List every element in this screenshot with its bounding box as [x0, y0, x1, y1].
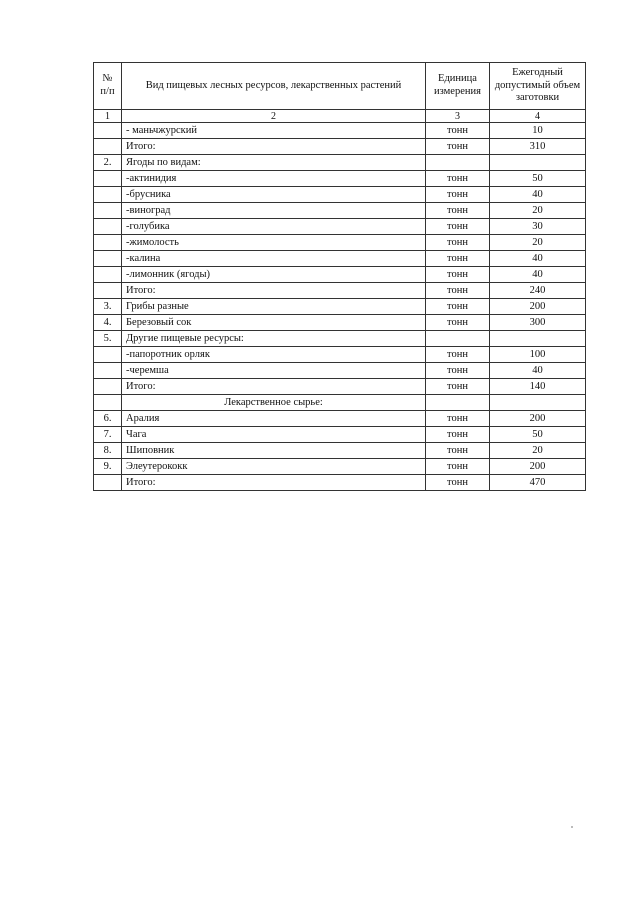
table-row [94, 235, 586, 251]
row-number [94, 267, 122, 283]
table-row [94, 251, 586, 267]
column-number: 1 [94, 110, 122, 123]
row-name: Другие пищевые ресурсы: [122, 331, 426, 347]
row-name: -папоротник орляк [122, 347, 426, 363]
row-value: 50 [490, 171, 586, 187]
row-number [94, 283, 122, 299]
row-unit: тонн [426, 235, 490, 251]
table-row [94, 219, 586, 235]
header-annual-volume: Ежегодный допустимый объем заготовки [490, 63, 586, 110]
row-value: 40 [490, 251, 586, 267]
row-unit: тонн [426, 171, 490, 187]
table-row [94, 459, 586, 475]
header-number: № п/п [94, 63, 122, 110]
row-number: 8. [94, 443, 122, 459]
row-name: Итого: [122, 379, 426, 395]
row-value: 40 [490, 363, 586, 379]
row-unit: тонн [426, 443, 490, 459]
row-name: -голубика [122, 219, 426, 235]
row-number: 3. [94, 299, 122, 315]
row-name: Шиповник [122, 443, 426, 459]
table-row [94, 475, 586, 491]
row-name: Березовый сок [122, 315, 426, 331]
row-value: 200 [490, 459, 586, 475]
row-unit: тонн [426, 219, 490, 235]
row-number: 2. [94, 155, 122, 171]
row-value: 300 [490, 315, 586, 331]
row-name: Чага [122, 427, 426, 443]
table-row [94, 299, 586, 315]
table-row [94, 411, 586, 427]
row-number: 7. [94, 427, 122, 443]
row-name: -актинидия [122, 171, 426, 187]
table-row [94, 187, 586, 203]
column-number-row [94, 110, 586, 123]
row-unit: тонн [426, 379, 490, 395]
row-name: -калина [122, 251, 426, 267]
row-unit [426, 395, 490, 411]
row-number [94, 187, 122, 203]
row-unit: тонн [426, 299, 490, 315]
row-unit: тонн [426, 203, 490, 219]
header-unit: Единица измерения [426, 63, 490, 110]
table-row [94, 171, 586, 187]
row-value: 140 [490, 379, 586, 395]
row-value: 10 [490, 123, 586, 139]
row-unit [426, 331, 490, 347]
row-value: 40 [490, 267, 586, 283]
table-row [94, 315, 586, 331]
row-name: Итого: [122, 283, 426, 299]
row-unit [426, 155, 490, 171]
table-row [94, 123, 586, 139]
row-value: 200 [490, 299, 586, 315]
row-number [94, 363, 122, 379]
row-value: 100 [490, 347, 586, 363]
row-number [94, 203, 122, 219]
table-row [94, 139, 586, 155]
row-number: 5. [94, 331, 122, 347]
table-row [94, 155, 586, 171]
table-row [94, 379, 586, 395]
row-unit: тонн [426, 363, 490, 379]
row-unit: тонн [426, 315, 490, 331]
row-value: 20 [490, 235, 586, 251]
row-value: 40 [490, 187, 586, 203]
row-name: -жимолость [122, 235, 426, 251]
row-name: Грибы разные [122, 299, 426, 315]
row-value: 30 [490, 219, 586, 235]
row-name: -черемша [122, 363, 426, 379]
row-number [94, 475, 122, 491]
row-value: 20 [490, 203, 586, 219]
table-body [94, 123, 586, 491]
row-unit: тонн [426, 459, 490, 475]
row-value [490, 395, 586, 411]
row-unit: тонн [426, 475, 490, 491]
row-value: 240 [490, 283, 586, 299]
header-resource-type: Вид пищевых лесных ресурсов, лекарственных растений [122, 63, 426, 110]
row-number: 6. [94, 411, 122, 427]
row-number [94, 171, 122, 187]
table-row [94, 267, 586, 283]
table-row [94, 443, 586, 459]
row-number: 4. [94, 315, 122, 331]
row-unit: тонн [426, 139, 490, 155]
row-number [94, 395, 122, 411]
row-unit: тонн [426, 123, 490, 139]
row-unit: тонн [426, 347, 490, 363]
row-value [490, 155, 586, 171]
row-value [490, 331, 586, 347]
row-unit: тонн [426, 251, 490, 267]
row-number [94, 139, 122, 155]
row-name: Элеутерококк [122, 459, 426, 475]
row-name: Аралия [122, 411, 426, 427]
table-header-row [94, 63, 586, 110]
column-number: 3 [426, 110, 490, 123]
row-unit: тонн [426, 267, 490, 283]
row-unit: тонн [426, 283, 490, 299]
row-unit: тонн [426, 411, 490, 427]
row-name: -лимонник (ягоды) [122, 267, 426, 283]
scan-speck [571, 826, 573, 828]
row-number: 9. [94, 459, 122, 475]
row-value: 200 [490, 411, 586, 427]
row-number [94, 347, 122, 363]
table-row [94, 363, 586, 379]
row-number [94, 123, 122, 139]
table-row [94, 331, 586, 347]
row-number [94, 251, 122, 267]
row-name: -брусника [122, 187, 426, 203]
row-name: -виноград [122, 203, 426, 219]
row-value: 310 [490, 139, 586, 155]
row-value: 50 [490, 427, 586, 443]
row-number [94, 379, 122, 395]
column-number: 4 [490, 110, 586, 123]
row-number [94, 235, 122, 251]
table-row [94, 427, 586, 443]
row-unit: тонн [426, 427, 490, 443]
row-name: Ягоды по видам: [122, 155, 426, 171]
row-name: - маньчжурский [122, 123, 426, 139]
row-value: 20 [490, 443, 586, 459]
row-unit: тонн [426, 187, 490, 203]
row-value: 470 [490, 475, 586, 491]
section-title: Лекарственное сырье: [122, 395, 426, 411]
table-row [94, 347, 586, 363]
row-number [94, 219, 122, 235]
table-row [94, 203, 586, 219]
resources-table [93, 62, 586, 491]
table-row [94, 283, 586, 299]
row-name: Итого: [122, 475, 426, 491]
column-number: 2 [122, 110, 426, 123]
table-row [94, 395, 586, 411]
row-name: Итого: [122, 139, 426, 155]
